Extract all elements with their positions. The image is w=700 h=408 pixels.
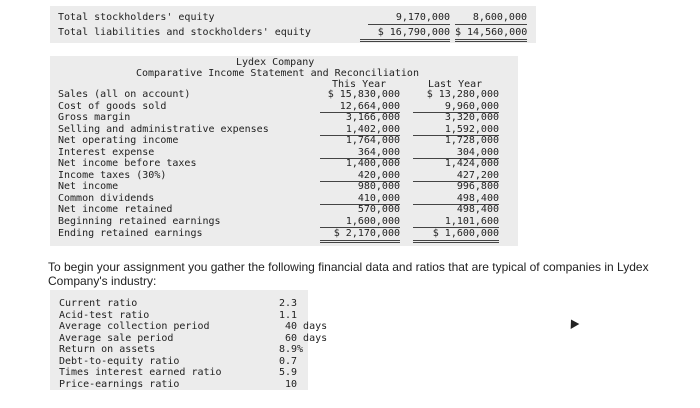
row-last-year: 1,592,000 xyxy=(413,124,499,137)
ratio-label: Current ratio xyxy=(59,298,138,309)
total-liabilities-label: Total liabilities and stockholders' equity xyxy=(58,27,311,38)
row-this-year: 12,664,000 xyxy=(320,101,400,114)
ratio-value: 2.3 xyxy=(279,298,298,309)
col-header-this-year: This Year xyxy=(332,79,387,90)
industry-ratios xyxy=(50,290,328,390)
row-last-year: 304,000 xyxy=(413,147,499,160)
row-label: Beginning retained earnings xyxy=(58,215,221,227)
total-liabilities-this-year: $ 16,790,000 xyxy=(360,27,450,42)
ratio-value: 0.7 xyxy=(279,355,298,367)
row-this-year: 1,764,000 xyxy=(345,135,400,146)
row-label: Common dividends xyxy=(58,192,155,204)
assignment-intro-text: To begin your assignment you gather the following financial data and ratios that are typical of companies in Lydex Company's industry: xyxy=(48,260,649,288)
row-label: Gross margin xyxy=(58,112,131,123)
total-equity-label: Total stockholders' equity xyxy=(58,12,215,23)
row-label: Interest expense xyxy=(58,146,155,158)
row-label: Cost of goods sold xyxy=(58,100,167,112)
row-last-year: 498,400 xyxy=(456,204,499,215)
row-label: Net income xyxy=(58,181,119,192)
row-last-year: $ 1,600,000 xyxy=(413,228,499,243)
row-this-year: 3,166,000 xyxy=(345,112,400,123)
row-last-year: 427,200 xyxy=(413,170,499,183)
ratio-label: Acid-test ratio xyxy=(59,309,150,321)
row-this-year: $ 2,170,000 xyxy=(320,228,400,243)
col-header-last-year: Last Year xyxy=(428,79,483,90)
row-this-year: $ 15,830,000 xyxy=(327,89,400,100)
ratio-label: Average collection period xyxy=(59,321,210,332)
ratio-value: 10 xyxy=(285,378,298,390)
row-last-year: 3,320,000 xyxy=(444,112,499,123)
row-this-year: 570,000 xyxy=(357,204,400,215)
total-equity-last-year: 8,600,000 xyxy=(455,12,527,25)
row-last-year: 1,728,000 xyxy=(444,135,499,146)
ratio-label: Return on assets xyxy=(59,344,156,355)
total-liabilities-last-year: $ 14,560,000 xyxy=(455,27,527,42)
row-this-year: 410,000 xyxy=(320,193,400,206)
row-label: Income taxes (30%) xyxy=(58,169,167,181)
row-this-year: 1,402,000 xyxy=(320,124,400,137)
ratio-label: Average sale period xyxy=(59,332,174,344)
row-label: Ending retained earnings xyxy=(58,228,203,239)
row-last-year: 996,800 xyxy=(456,181,499,192)
total-equity-this-year: 9,170,000 xyxy=(368,12,450,25)
row-label: Net income before taxes xyxy=(58,158,197,169)
row-this-year: 1,600,000 xyxy=(320,216,400,229)
ratio-value: 8.9% xyxy=(279,344,304,355)
row-this-year: 364,000 xyxy=(320,147,400,160)
row-this-year: 980,000 xyxy=(357,181,400,192)
row-label: Net income retained xyxy=(58,204,173,215)
ratio-label: Price-earnings ratio xyxy=(59,378,180,390)
ratio-value: 60 days xyxy=(285,332,328,344)
mouse-cursor-icon xyxy=(567,317,580,329)
row-label: Net operating income xyxy=(58,135,179,146)
row-label: Selling and administrative expenses xyxy=(58,123,269,135)
row-label: Sales (all on account) xyxy=(58,89,191,100)
income-statement xyxy=(50,56,518,246)
row-this-year: 420,000 xyxy=(320,170,400,183)
ratio-value: 40 days xyxy=(285,321,328,332)
row-this-year: 1,400,000 xyxy=(345,158,400,169)
row-last-year: 9,960,000 xyxy=(413,101,499,114)
row-last-year: 498,400 xyxy=(413,193,499,206)
statement-title: Comparative Income Statement and Reconciliation xyxy=(136,68,419,79)
ratio-value: 5.9 xyxy=(279,367,298,378)
balance-sheet-tail xyxy=(50,6,536,43)
row-last-year: 1,101,600 xyxy=(413,216,499,229)
company-name: Lydex Company xyxy=(236,57,315,68)
ratio-value: 1.1 xyxy=(279,309,298,321)
row-last-year: 1,424,000 xyxy=(444,158,499,169)
ratio-label: Times interest earned ratio xyxy=(59,367,222,378)
ratio-label: Debt-to-equity ratio xyxy=(59,355,180,367)
row-last-year: $ 13,280,000 xyxy=(426,89,499,100)
